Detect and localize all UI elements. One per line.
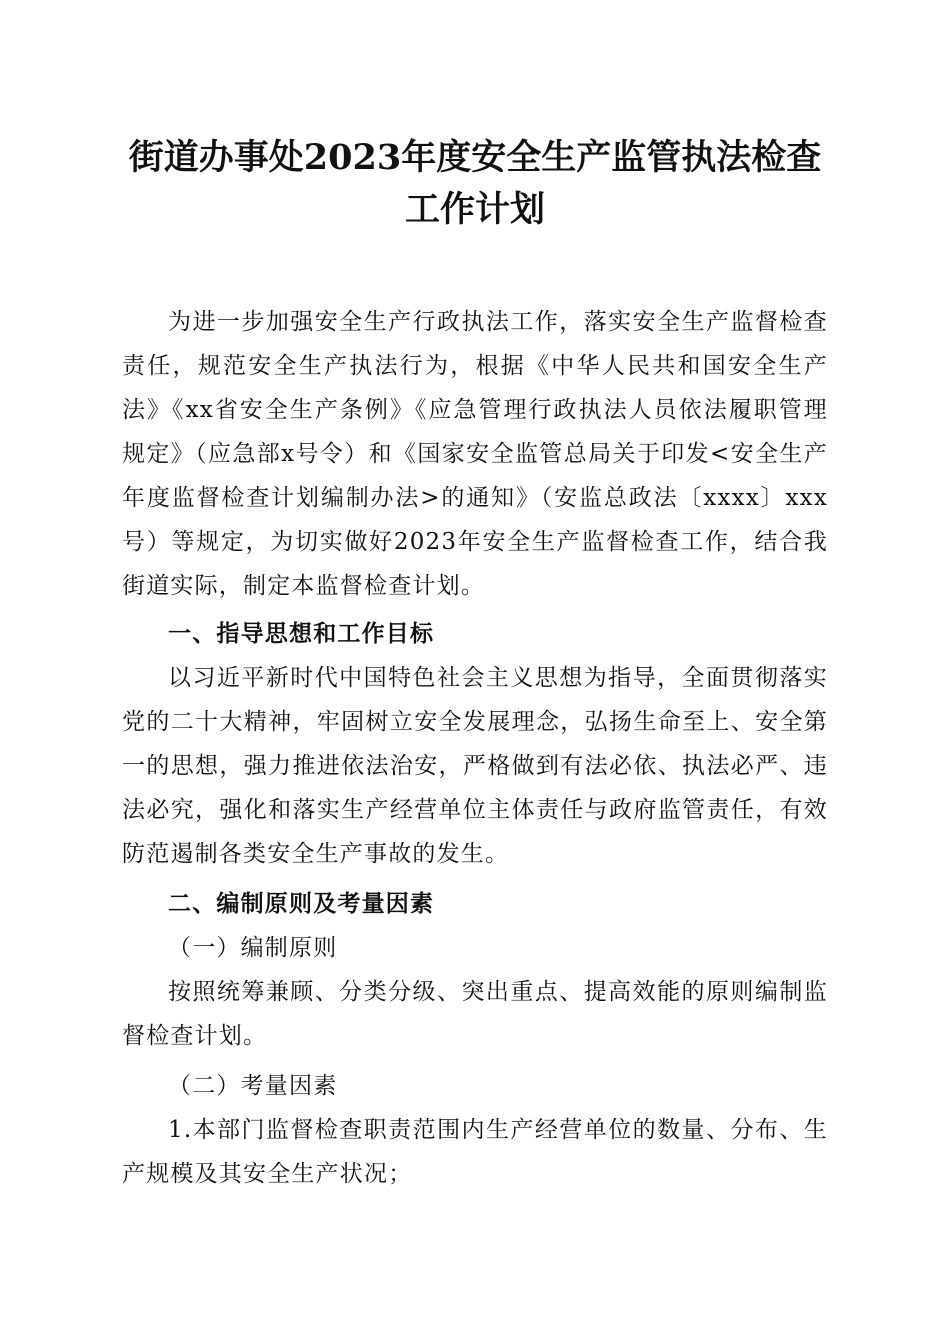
section-2-heading: 二、编制原则及考量因素 [168, 890, 435, 917]
section-1-heading: 一、指导思想和工作目标 [168, 620, 435, 647]
document-body [122, 300, 828, 1196]
section-2-2-heading: （二）考量因素 [168, 1073, 338, 1099]
section-2-1-heading: （一）编制原则 [168, 935, 338, 961]
intro-paragraph: 为进一步加强安全生产行政执法工作，落实安全生产监督检查责任，规范安全生产执法行为，根据《中华人民共和国安全生产法》《xx省安全生产条例》《应急管理行政执法人员依法履职管理规定》（应急部x号令）和《国家安全监管总局关于印发<安全生产年度监督检查计划编制办法>的通知》（安监总政法〔xxxx〕xxx号）等规定，为切实做好2023年安全生产监督检查工作，结合我街道实际，制定本监督检查计划。 [122, 309, 828, 599]
title-line-2: 工作计划 [404, 189, 545, 230]
section-2-2-item-1: 1.本部门监督检查职责范围内生产经营单位的数量、分布、生产规模及其安全生产状况； [122, 1117, 828, 1187]
document-title [122, 132, 828, 236]
title-line-1: 街道办事处2023年度安全生产监管执法检查 [128, 137, 822, 178]
section-1-paragraph: 以习近平新时代中国特色社会主义思想为指导，全面贯彻落实党的二十大精神，牢固树立安全发展理念，弘扬生命至上、安全第一的思想，强力推进依法治安，严格做到有法必依、执法必严、违法必究，强化和落实生产经营单位主体责任与政府监管责任，有效防范遏制各类安全生产事故的发生。 [122, 665, 828, 867]
section-2-1-paragraph: 按照统筹兼顾、分类分级、突出重点、提高效能的原则编制监督检查计划。 [122, 979, 828, 1049]
